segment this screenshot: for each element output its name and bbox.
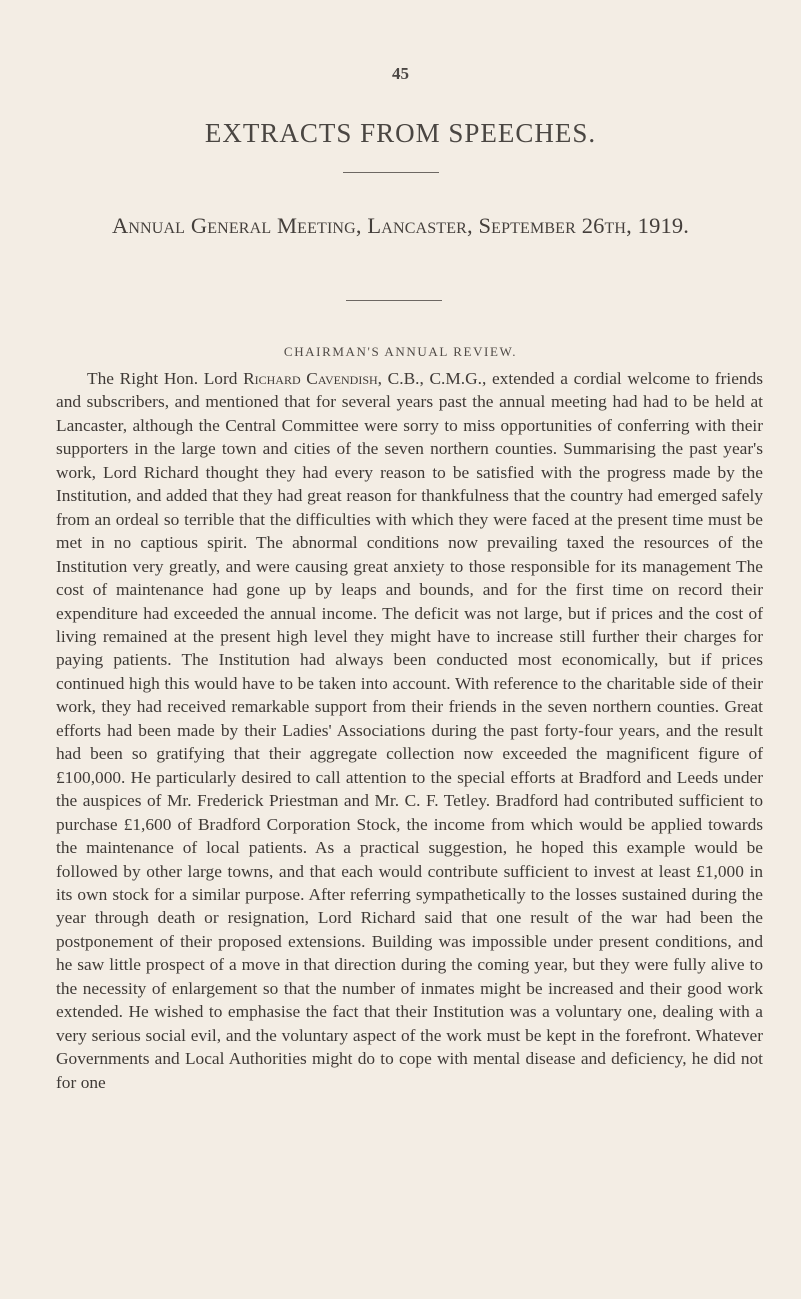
- page-title: EXTRACTS FROM SPEECHES.: [204, 118, 597, 148]
- paragraph-lead: The Right Hon. Lord: [87, 369, 244, 388]
- page-number: 45: [392, 64, 409, 83]
- paragraph-text: , C.B., C.M.G., extended a cordial welcome to friends and subscribers, and mentioned that for several years past the annual meeting had had to be held at Lancaster, although the Central Committee were sorry to miss opportunities of conferring with their supporters in the large town and cities of the seven northern counties. Summarising the past year's work, Lord Richard thought they had every reason to be satisfied with the progress made by the Institution, and added that they had great reason for thankfulness that the country had emerged safely from an ordeal so terrible that the difficulties with which they were faced at the present time must be met in no captious spirit. The abnormal conditions now prevailing taxed the resources of the Institution very greatly, and were causing great anxiety to those responsible for its management The cost of maintenance had gone up by leaps and bounds, and for the first time on record their expenditure had exceeded the annual income. The deficit was not large, but if prices and the cost of living remained at the present high level they might have to increase still further their charges for paying patients. The Institution had always been conducted most economically, but if prices continued high this would have to be taken into account. With reference to the charitable side of their work, they had received remarkable support from their friends in the seven northern counties. Great efforts had been made by their Ladies' Associations during the past forty-four years, and the result had been so gratifying that their aggregate collection now exceeded the magnificent figure of £100,000. He particularly desired to call attention to the special efforts at Bradford and Leeds under the auspices of Mr. Frederick Priestman and Mr. C. F. Tetley. Bradford had contributed sufficient to purchase £1,600 of Bradford Corporation Stock, the income from which would be applied towards the maintenance of local patients. As a practical suggestion, he hoped this example would be followed by other large towns, and that each would contribute sufficient to invest at least £1,000 in its own stock for a similar purpose. After referring sympathetically to the losses sustained during the year through death or resignation, Lord Richard said that one result of the war had been the postponement of their proposed extensions. Building was impossible under present conditions, and he saw little prospect of a move in that direction during the coming year, but they were fully alive to the necessity of enlargement so that the number of inmates might be increased and their good work extended. He wished to emphasise the fact that their Institution was a voluntary one, dealing with a very serious social evil, and the voluntary aspect of the work must be kept in the forefront. Whatever Governments and Local Authorities might do to cope with mental disease and deficiency, he did not for one: [56, 369, 763, 1092]
- speech-paragraph: [56, 367, 763, 1094]
- meeting-divider: [346, 300, 442, 301]
- section-heading: CHAIRMAN'S ANNUAL REVIEW.: [283, 344, 518, 359]
- speaker-name: Richard Cavendish: [243, 369, 378, 388]
- meeting-heading: Annual General Meeting, Lancaster, September 26th, 1919.: [111, 213, 690, 238]
- title-divider: [343, 172, 439, 173]
